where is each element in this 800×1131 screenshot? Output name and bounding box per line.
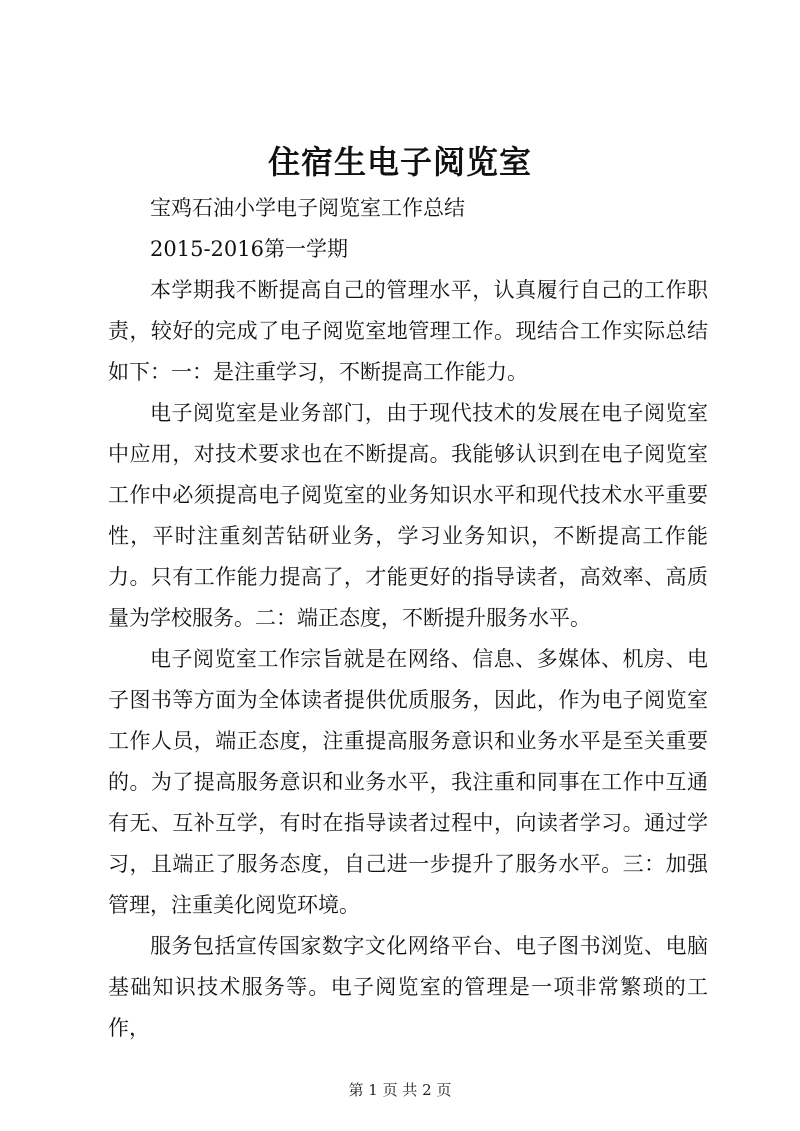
page-title: 住宿生电子阅览室: [267, 143, 532, 181]
paragraph-subtitle: 宝鸡石油小学电子阅览室工作总结: [150, 196, 465, 220]
paragraph-learning: 电子阅览室是业务部门，由于现代技术的发展在电子阅览室中应用，对技术要求也在不断提高。我能够认识到在电子阅览室工作中必须提高电子阅览室的业务知识水平和现代技术水平重要性，平时注重刻苦钻研业务，学习业务知识，不断提高工作能力。只有工作能力提高了，才能更好的指导读者，高效率、高质量为学校服务。二：端正态度，不断提升服务水平。: [108, 401, 708, 630]
document-body: [108, 188, 708, 1049]
paragraph-intro: 本学期我不断提高自己的管理水平，认真履行自己的工作职责，较好的完成了电子阅览室地管理工作。现结合工作实际总结如下：一：是注重学习，不断提高工作能力。: [108, 278, 708, 384]
page-footer: 第 1 页 共 2 页: [348, 1081, 452, 1099]
paragraph-term: 2015-2016第一学期: [150, 237, 348, 261]
paragraph-management: 服务包括宣传国家数字文化网络平台、电子图书浏览、电脑基础知识技术服务等。电子阅览室的管理是一项非常繁琐的工作，: [108, 934, 708, 1040]
paragraph-service: 电子阅览室工作宗旨就是在网络、信息、多媒体、机房、电子图书等方面为全体读者提供优质服务，因此，作为电子阅览室工作人员，端正态度，注重提高服务意识和业务水平是至关重要的。为了提高服务意识和业务水平，我注重和同事在工作中互通有无、互补互学，有时在指导读者过程中，向读者学习。通过学习，且端正了服务态度，自己进一步提升了服务水平。三：加强管理，注重美化阅览环境。: [108, 647, 708, 917]
